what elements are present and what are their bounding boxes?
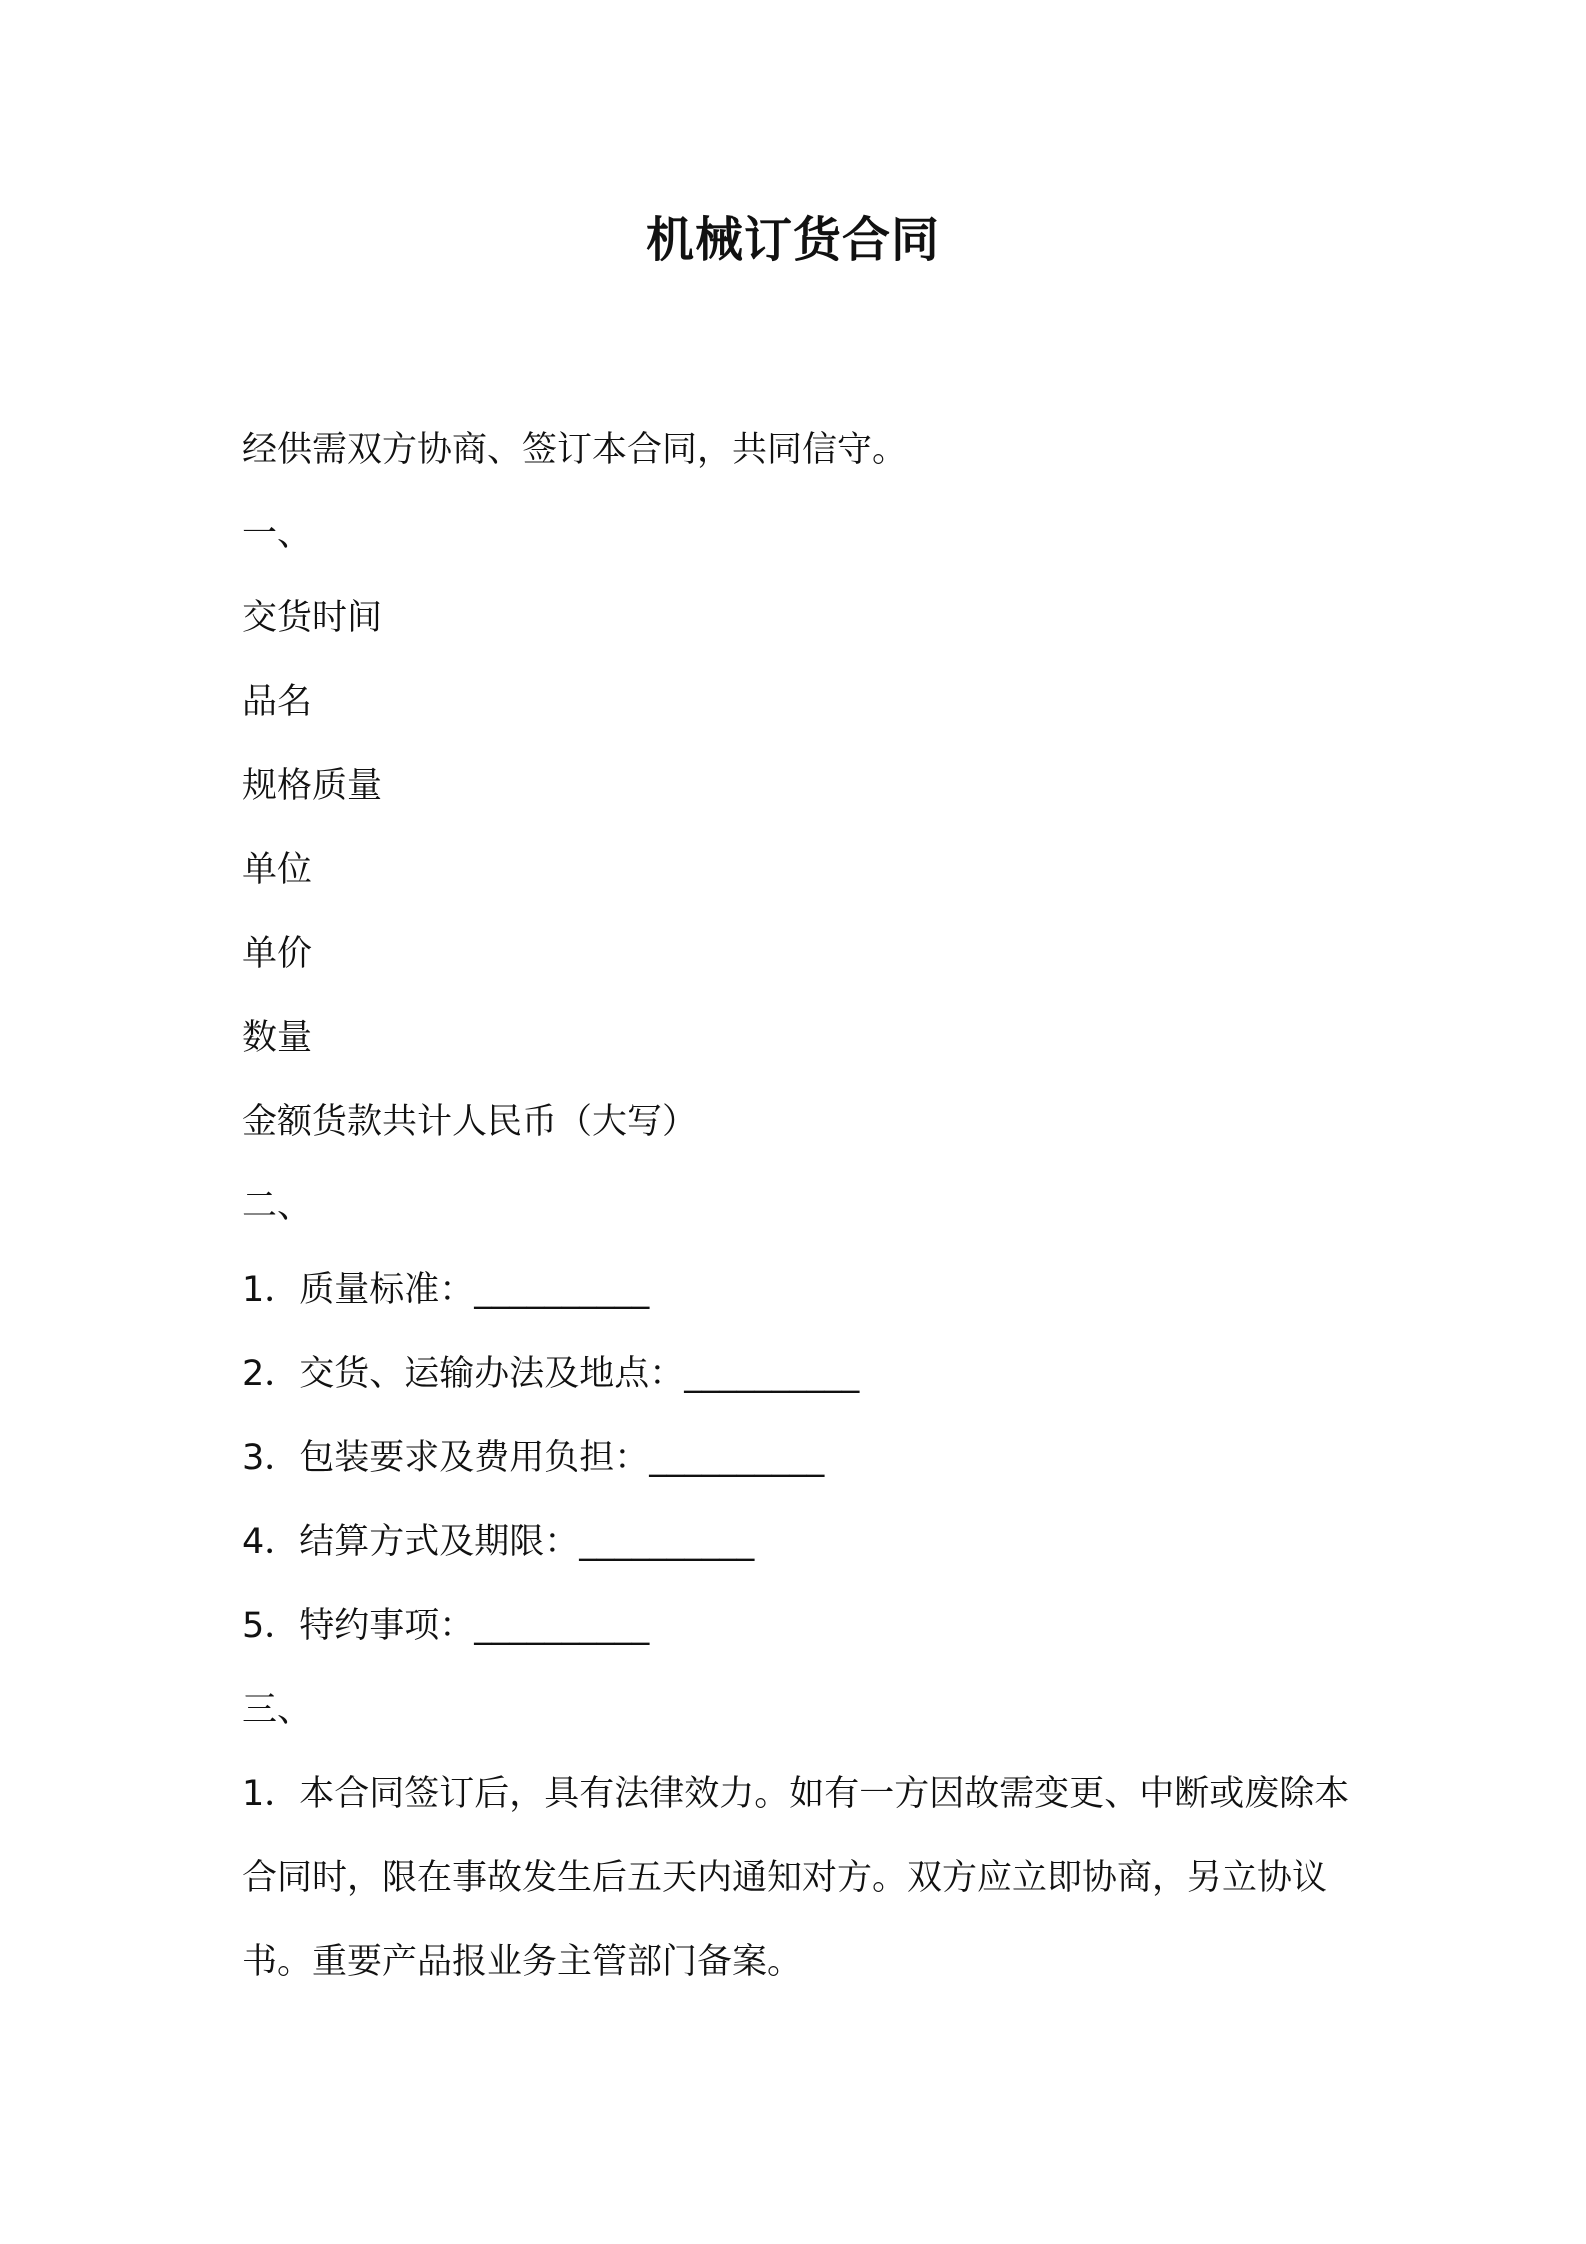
field-product-name: 品名 — [242, 682, 313, 722]
section-3-paragraph: 1．本合同签订后，具有法律效力。如有一方因故需变更、中断或废除本合同时，限在事故发生后五天内通知对方。双方应立即协商，另立协议书。重要产品报业务主管部门备案。 — [242, 1774, 1350, 1982]
clause-packaging: 3．包装要求及费用负担：__________ — [242, 1438, 825, 1478]
field-total-amount: 金额货款共计人民币（大写） — [242, 1102, 698, 1142]
field-unit-price: 单价 — [242, 934, 313, 974]
field-spec-quality: 规格质量 — [242, 766, 383, 806]
clause-special-terms: 5．特约事项：__________ — [242, 1606, 650, 1646]
field-quantity: 数量 — [242, 1018, 313, 1058]
section-3-heading: 三、 — [242, 1690, 313, 1730]
document-title: 机械订货合同 — [645, 212, 940, 268]
clause-quality-standard: 1．质量标准：__________ — [242, 1270, 650, 1310]
clause-delivery-transport: 2．交货、运输办法及地点：__________ — [242, 1354, 860, 1394]
clause-settlement: 4．结算方式及期限：__________ — [242, 1522, 755, 1562]
section-2-heading: 二、 — [242, 1186, 313, 1226]
section-1-heading: 一、 — [242, 514, 313, 554]
field-delivery-time: 交货时间 — [242, 598, 383, 638]
field-unit: 单位 — [242, 850, 313, 890]
intro-text: 经供需双方协商、签订本合同，共同信守。 — [242, 430, 908, 470]
document-body — [242, 408, 1362, 2004]
